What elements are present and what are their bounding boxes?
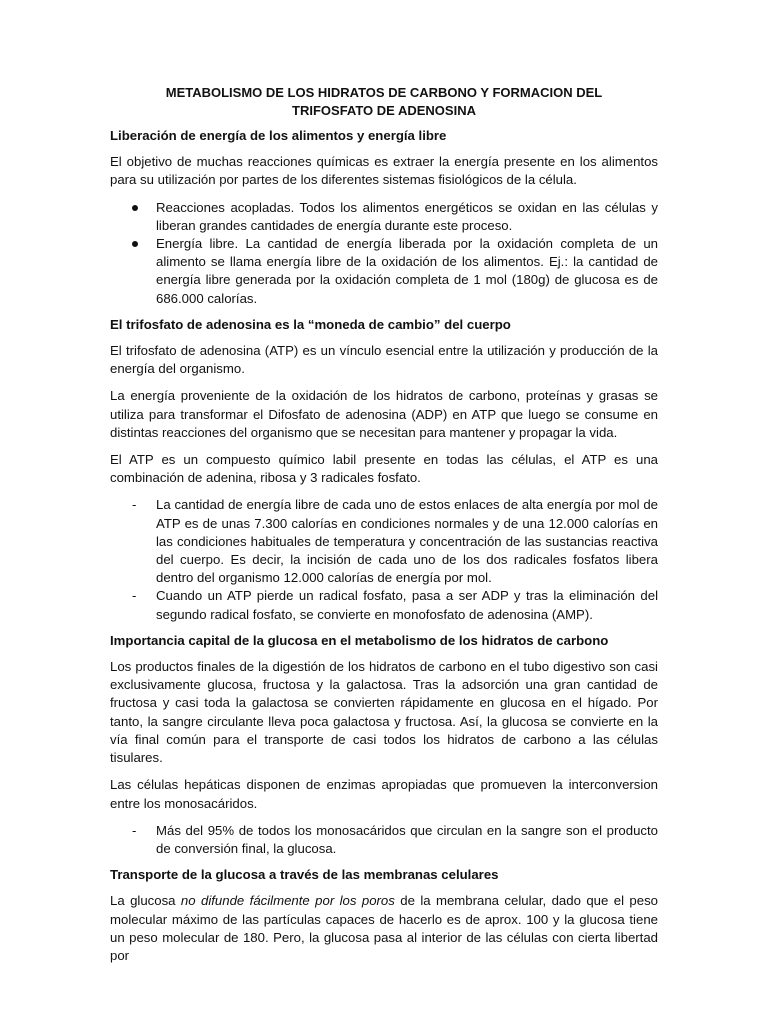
paragraph-text: La glucosa (110, 893, 181, 909)
document-page (110, 84, 658, 974)
paragraph (110, 892, 658, 965)
paragraph: El trifosfato de adenosina (ATP) es un vínculo esencial entre la utilización y producción de la energía del organismo. (110, 343, 658, 377)
section-heading-glucosa: Importancia capital de la glucosa en el metabolismo de los hidratos de carbono (110, 632, 609, 648)
bullet-icon (132, 205, 138, 211)
dash-marker: - (132, 497, 137, 513)
list-item-text: Energía libre. La cantidad de energía liberada por la oxidación completa de un alimento se llama energía libre de la oxidación de los alimentos. Ej.: la cantidad de energía libre generada por la oxidación completa de 1 mol (180g) de glucosa es de 686.000 calorías. (156, 236, 658, 306)
dash-marker: - (132, 822, 137, 838)
document-title: METABOLISMO DE LOS HIDRATOS DE CARBONO Y FORMACION DEL TRIFOSFATO DE ADENOSINA (165, 85, 603, 118)
dash-list (110, 496, 658, 623)
list-item (110, 822, 658, 858)
dash-list (110, 822, 658, 858)
list-item (110, 587, 658, 623)
list-item-text: La cantidad de energía libre de cada uno de estos enlaces de alta energía por mol de ATP es de unas 7.300 calorías en condiciones normales y de una 12.000 calorías en las condiciones habituales de temperatura y concentración de las sustancias reactiva del cuerpo. Es decir, la incisión de cada uno de los dos radicales fosfatos libera dentro del organismo 12.000 calorías de energía por mol. (156, 497, 658, 586)
bullet-icon (132, 241, 138, 247)
section-heading-transporte: Transporte de la glucosa a través de las membranas celulares (110, 867, 499, 883)
bullet-list (110, 199, 658, 308)
paragraph: La energía proveniente de la oxidación de los hidratos de carbono, proteínas y grasas se utiliza para transformar el Difosfato de adenosina (ADP) en ATP que luego se consume en distintas reacciones del organismo que se necesitan para mantener y propagar la vida. (110, 388, 658, 440)
list-item (110, 199, 658, 235)
section-heading-atp: El trifosfato de adenosina es la “moneda de cambio” del cuerpo (110, 316, 511, 332)
paragraph-italic-text: no difunde fácilmente por los poros (180, 893, 395, 909)
list-item-text: Reacciones acopladas. Todos los alimentos energéticos se oxidan en las células y liberan grandes cantidades de energía durante este proceso. (156, 199, 658, 233)
paragraph: Las células hepáticas disponen de enzimas apropiadas que promueven la interconversion entre los monosacáridos. (110, 777, 658, 811)
list-item-text: Cuando un ATP pierde un radical fosfato, pasa a ser ADP y tras la eliminación del segundo radical fosfato, se convierte en monofosfato de adenosina (AMP). (156, 588, 658, 622)
section-heading-energia-libre: Liberación de energía de los alimentos y energía libre (110, 128, 447, 143)
paragraph-text: de la membrana celular, dado que el peso molecular máximo de las partículas capaces de hacerlo es de aprox. 100 y la glucosa tiene un peso molecular de 180. Pero, la glucosa pasa al interior de las células con cierta libertad por (110, 893, 658, 963)
paragraph: El ATP es un compuesto químico labil presente en todas las células, el ATP es una combinación de adenina, ribosa y 3 radicales fosfato. (110, 452, 658, 486)
list-item (110, 235, 658, 308)
list-item (110, 496, 658, 587)
dash-marker: - (132, 588, 137, 604)
paragraph: El objetivo de muchas reacciones químicas es extraer la energía presente en los alimentos para su utilización por partes de los diferentes sistemas fisiológicos de la célula. (110, 154, 658, 188)
list-item-text: Más del 95% de todos los monosacáridos que circulan en la sangre son el producto de conversión final, la glucosa. (156, 822, 658, 856)
paragraph: Los productos finales de la digestión de los hidratos de carbono en el tubo digestivo son casi exclusivamente glucosa, fructosa y la galactosa. Tras la adsorción una gran cantidad de fructosa y casi toda la galactosa se convierten rápidamente en glucosa en el hígado. Por tanto, la sangre circulante lleva poca galactosa y fructosa. Así, la glucosa se convierte en la vía final común para el transporte de casi todos los hidratos de carbono a las células tisulares. (110, 659, 658, 766)
